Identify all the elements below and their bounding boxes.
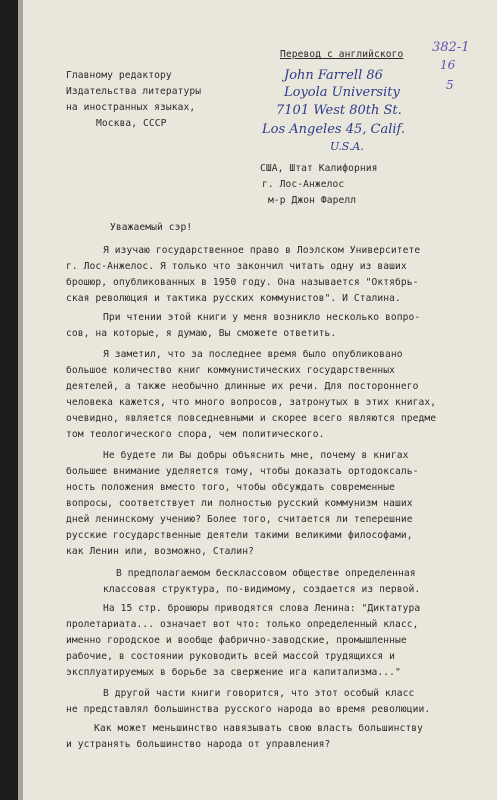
body-line: том теологического спора, чем политического.	[66, 429, 325, 440]
body-line: человека кажется, что много вопросов, затронутых в этих книгах,	[66, 397, 437, 408]
greeting: Уважаемый сэр!	[110, 222, 193, 233]
recipient-line: Издательства литературы	[66, 86, 202, 97]
body-line: пролетариата... означает вот что: только определенный класс,	[66, 619, 419, 630]
sender-line: м-р Джон Фарелл	[268, 195, 357, 206]
archive-mark: 382-1	[432, 40, 470, 55]
translation-note: Перевод с английского	[280, 49, 404, 60]
body-line: брошюр, опубликованных в 1950 году. Она называется "Октябрь-	[66, 277, 419, 288]
body-line: ность положения вместо того, чтобы обсуждать современные	[66, 482, 396, 493]
body-line: Я изучаю государственное право в Лоэлском Университете	[103, 245, 421, 256]
archive-mark: 16	[440, 58, 456, 72]
body-line: очевидно, является повседневными и скорее всего являются предме	[66, 413, 437, 424]
recipient-line: на иностранных языках,	[66, 102, 196, 113]
body-line: не представлял большинства русского народа во время революции.	[66, 704, 431, 715]
body-line: Не будете ли Вы добры объяснить мне, почему в книгах	[103, 450, 409, 461]
body-line: При чтении этой книги у меня возникло несколько вопро-	[103, 312, 421, 323]
handwritten-line: Loyola University	[284, 85, 400, 100]
body-line: русские государственные деятели такими великими философами,	[66, 530, 413, 541]
handwritten-line: Los Angeles 45, Calif.	[262, 122, 405, 137]
sender-line: г. Лос-Анжелос	[262, 179, 345, 190]
body-line: ская революция и тактика русских коммунистов". И Сталина.	[66, 293, 401, 304]
body-line: В предполагаемом бесклассовом обществе определенная	[116, 568, 416, 579]
body-line: рабочие, в состоянии руководить всей массой трудящихся и	[66, 651, 396, 662]
body-line: вопросы, соответствует ли полностью русский коммунизм наших	[66, 498, 413, 509]
recipient-line: Москва, СССР	[96, 118, 167, 129]
body-line: г. Лос-Анжелос. Я только что закончил читать одну из ваших	[66, 261, 407, 272]
body-line: Я заметил, что за последнее время было опубликовано	[103, 349, 403, 360]
body-line: именно городское и вообще фабрично-заводские, промышленные	[66, 635, 407, 646]
body-line: классовая структура, по-видимому, создается из первой.	[103, 584, 421, 595]
body-line: сов, на которые, я думаю, Вы сможете ответить.	[66, 328, 337, 339]
recipient-line: Главному редактору	[66, 70, 172, 81]
handwritten-line: U.S.A.	[330, 140, 364, 153]
body-line: и устранять большинство народа от управления?	[66, 739, 331, 750]
body-line: В другой части книги говорится, что этот особый класс	[103, 688, 415, 699]
handwritten-line: 7101 West 80th St.	[276, 103, 402, 118]
body-line: большое количество книг коммунистических государственных	[66, 365, 396, 376]
body-line: как Ленин или, возможно, Сталин?	[66, 546, 255, 557]
body-line: Как может меньшинство навязывать свою власть большинству	[94, 723, 424, 734]
body-line: эксплуатируемых в борьбе за свержение ига капитализма..."	[66, 667, 401, 678]
body-line: дней ленинскому учению? Более того, считается ли теперешние	[66, 514, 413, 525]
body-line: На 15 стр. брошюры приводятся слова Ленина: "Диктатура	[103, 603, 421, 614]
binding-edge	[0, 0, 20, 800]
sender-line: США, Штат Калифорния	[260, 163, 378, 174]
body-line: большее внимание уделяется тому, чтобы доказать ортодоксаль-	[66, 466, 419, 477]
archive-mark: 5	[446, 78, 454, 92]
handwritten-line: John Farrell 86	[284, 68, 383, 83]
body-line: деятелей, а также необычно длинные их речи. Для постороннего	[66, 381, 419, 392]
